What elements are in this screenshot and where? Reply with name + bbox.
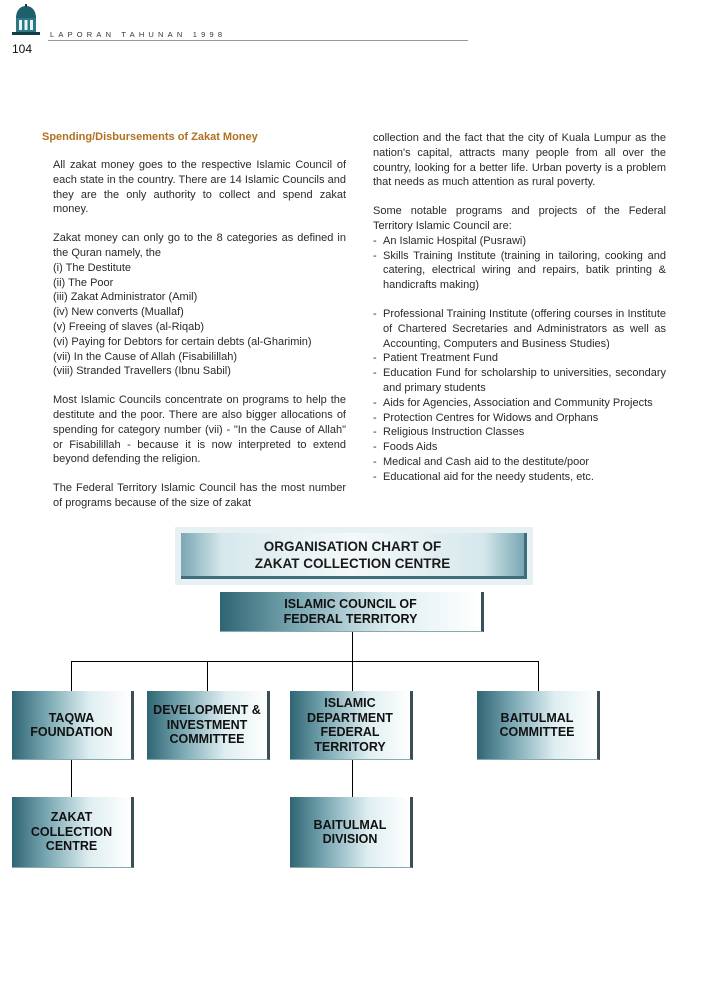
org-node-label: DEPARTMENT [307, 710, 393, 725]
org-node-label: COMMITTEE [499, 725, 575, 739]
connector-line [538, 661, 539, 691]
list-item: (vii) In the Cause of Allah (Fisabilillah) [53, 350, 238, 363]
org-node-label: DEVELOPMENT & [153, 703, 261, 718]
connector-line [352, 760, 353, 797]
org-node-zakat-collection-centre [12, 797, 134, 868]
org-chart-title [181, 533, 527, 579]
paragraph-councils: All zakat money goes to the respective Islamic Council of each state in the country. There are 14 Islamic Councils and they are the only authority to collect and spend zakat money. [53, 159, 346, 216]
org-node-islamic-council [220, 592, 484, 632]
page-number: 104 [12, 42, 33, 56]
connector-line [352, 632, 353, 661]
list-item: (v) Freeing of slaves (al-Riqab) [53, 320, 204, 333]
list-item: (ii) The Poor [53, 276, 114, 289]
org-node-label: CENTRE [45, 839, 98, 854]
list-item: - Aids for Agencies, Association and Community Projects [373, 396, 666, 411]
list-item: - An Islamic Hospital (Pusrawi) [373, 234, 666, 249]
list-item: - Medical and Cash aid to the destitute/poor [373, 455, 666, 470]
org-node-development-committee [147, 691, 270, 760]
paragraph-programs-intro: Some notable programs and projects of the Federal Territory Islamic Council are: [373, 205, 666, 232]
connector-line [352, 661, 353, 691]
list-item: - Foods Aids [373, 440, 666, 455]
list-item: - Professional Training Institute (offering courses in Institute of Chartered Secretaries and Administrators as well as Accounting, Computers and Business Studies) [373, 307, 666, 351]
org-node-taqwa-foundation [12, 691, 134, 760]
report-title: LAPORAN TAHUNAN 1998 [50, 30, 227, 39]
connector-line [207, 661, 208, 691]
paragraph-urban-poverty: collection and the fact that the city of Kuala Lumpur as the nation's capital, attracts many people from all over the country, looking for a better life. Urban poverty is a problem that needs as much attention as rural poverty. [373, 132, 666, 189]
page-header [8, 4, 698, 56]
org-node-label: ISLAMIC COUNCIL OF [284, 597, 417, 611]
zakat-categories-list [53, 261, 346, 379]
org-node-baitulmal-division [290, 797, 413, 868]
org-node-label: COMMITTEE [169, 732, 245, 747]
list-item: - Skills Training Institute (training in tailoring, cooking and catering, electrical wiring and repairs, batik printing & handicrafts making) [373, 249, 666, 293]
org-node-label: FOUNDATION [30, 725, 113, 739]
org-node-label: FEDERAL TERRITORY [283, 611, 418, 626]
paragraph-allocations: Most Islamic Councils concentrate on programs to help the destitute and the poor. There are also bigger allocations of spending for category number (vii) - "In the Cause of Allah" or Fisabilillah - because it is now interpreted to extend beyond defending the religion. [53, 394, 346, 466]
connector-line [71, 760, 72, 797]
list-item: - Education Fund for scholarship to universities, secondary and primary students [373, 366, 666, 396]
org-node-label: TAQWA [48, 710, 95, 725]
paragraph-categories-intro: Zakat money can only go to the 8 categories as defined in the Quran namely, the [53, 232, 346, 259]
org-node-label: BAITULMAL [313, 817, 387, 832]
programs-list-a [373, 234, 666, 293]
list-item: (vi) Paying for Debtors for certain debts (al-Gharimin) [53, 335, 312, 348]
org-node-label: TERRITORY [314, 739, 386, 754]
right-column [373, 131, 666, 485]
header-divider [48, 40, 468, 41]
org-node-islamic-department [290, 691, 413, 760]
programs-list-b [373, 307, 666, 485]
org-node-label: COLLECTION [30, 824, 113, 839]
list-item: - Religious Instruction Classes [373, 425, 666, 440]
org-node-label: DIVISION [322, 832, 378, 846]
org-node-label: INVESTMENT [166, 717, 248, 732]
org-node-label: ISLAMIC [324, 696, 376, 710]
list-item: (iv) New converts (Muallaf) [53, 306, 184, 319]
connector-line [71, 661, 72, 691]
list-item: (iii) Zakat Administrator (Amil) [53, 291, 198, 304]
connector-line [71, 661, 539, 662]
list-item: - Educational aid for the needy students, etc. [373, 470, 666, 485]
building-logo-icon [10, 4, 42, 36]
list-item: (i) The Destitute [53, 261, 132, 274]
org-chart-title-line: ORGANISATION CHART OF [263, 538, 442, 554]
left-column [53, 158, 346, 511]
section-heading: Spending/Disbursements of Zakat Money [42, 131, 258, 143]
list-item: (viii) Stranded Travellers (Ibnu Sabil) [53, 365, 231, 378]
org-node-baitulmal-committee [477, 691, 600, 760]
list-item: - Patient Treatment Fund [373, 351, 666, 366]
org-node-label: ZAKAT [50, 810, 93, 825]
paragraph-federal-territory: The Federal Territory Islamic Council has the most number of programs because of the size of zakat [53, 482, 346, 509]
org-node-label: FEDERAL [320, 725, 380, 739]
org-chart-title-line: ZAKAT COLLECTION CENTRE [254, 555, 451, 571]
list-item: - Protection Centres for Widows and Orphans [373, 411, 666, 426]
org-node-label: BAITULMAL [500, 710, 574, 725]
